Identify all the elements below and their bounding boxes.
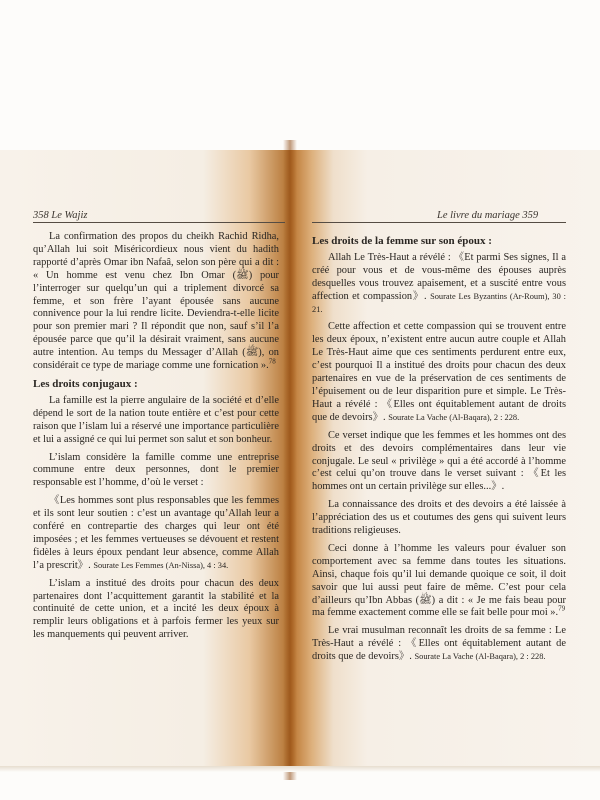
footnote-marker-78: 78 xyxy=(268,357,276,366)
left-header-rule xyxy=(33,222,285,223)
right-paragraph-2-text: Cette affection et cette compassion qui se trouvent entre les deux époux, n’existent entre aucun autre couple et Allah Le Très-Haut aime que ces sentiments perdurent entre eux, c’est pourquoi Il a institué des droits pour chacun des deux partenaires en vue de la préservation de ces sentiments de l’épuisement ou de leur disparition pure et simple. Le Très-Haut a révélé : 《Elles ont équitablement autant de droits que de devoirs》. xyxy=(312,321,566,423)
right-paragraph-1-text: Allah Le Très-Haut a révélé : 《Et parmi Ses signes, Il a créé pour vous et de vous-même des épouses auprès desquelles vous trouvez apaisement, et a suscité entre vous affection et compassion》. xyxy=(312,251,566,302)
right-header-rule xyxy=(312,222,566,223)
right-paragraph-6-text: Le vrai musulman reconnaît les droits de sa femme : Le Très-Haut a révélé : 《Elles ont équitablement autant de droits que de devoirs》. xyxy=(312,625,566,663)
left-paragraph-5: L’islam a institué des droits pour chacun des deux partenaires dont l’acquittement garantit la stabilité et la continuité de cette union, et a incité les deux époux à remplir leurs obligations et à parfois fermer les yeux sur les manquements qui peuvent arriver. xyxy=(33,577,279,641)
book-gutter xyxy=(283,140,297,780)
verse-reference: Sourate La Vache (Al-Baqara), 2 : 228. xyxy=(388,412,520,422)
right-page-header: Le livre du mariage 359 xyxy=(437,210,539,221)
right-page-text xyxy=(312,231,566,669)
left-paragraph-4 xyxy=(33,495,279,572)
footnote-marker-79: 79 xyxy=(558,605,566,613)
right-paragraph-5 xyxy=(312,543,566,620)
section-heading-conjugal-rights: Les droits conjugaux : xyxy=(33,377,138,390)
left-paragraph-1-text: La confirmation des propos du cheikh Rachid Ridha, qu’Allah lui soit Miséricordieux nous vient du hadith rapporté d’après Omar ibn Nafaâ, selon son père qui a dit : « Un homme est venu chez Ibn Omar (ﷺ) pour l’interroger sur quelqu’un qui a triplement divorcé sa femme, et son frère l’ayant épousée sans aucune connivence pour la lui rendre licite. Deviendra-t-elle licite pour son premier mari ? Il répondit que non, sauf s’il l’a épousée parce que qu’il la désirait vraiment, sans aucune autre intention. Au temps du Messager d’Allah (ﷺ), on considérait ce type de mariage comme une fornication ». xyxy=(33,231,280,372)
right-paragraph-1 xyxy=(312,252,566,317)
right-paragraph-3: Ce verset indique que les femmes et les hommes ont des droits et des devoirs complémentaires dans leur vie conjugale. Le seul « privilège » qui a été accordé à l’homme c’est celui qu’on trouve dans le verset suivant : 《Et les hommes ont un certain privilège sur elles...》. xyxy=(312,429,566,493)
verse-reference: Sourate Les Femmes (An-Nissa), 4 : 34. xyxy=(93,560,229,570)
section-heading-wife-rights: Les droits de la femme sur son époux : xyxy=(312,235,492,247)
page-bottom-edge xyxy=(0,766,600,772)
left-paragraph-3: L’islam considère la famille comme une entreprise commune entre deux personnes, dont le premier responsable est l’homme, d’où le verset : xyxy=(33,451,279,489)
quran-verse-quote: 《Les hommes sont plus responsables que les femmes et ils sont leur soutien : c’est un avantage qu’Allah leur a conféré en contrepartie des charges qui leur ont été imposées ; et les femmes vertueuses se dévouent et restent fidèles à leurs époux pendant leur absence, comme Allah l’a prescrit》. xyxy=(33,495,279,571)
verse-reference: Sourate La Vache (Al-Baqara), 2 : 228. xyxy=(414,652,546,662)
verse-reference: Sourate Les Byzantins (Ar-Roum), 30 : 21. xyxy=(312,291,567,314)
left-page-text xyxy=(33,231,279,647)
right-paragraph-6 xyxy=(312,625,566,664)
right-paragraph-4: La connaissance des droits et des devoirs a été laissée à l’appréciation des us et coutumes des gens qui suivent leurs traditions religieuses. xyxy=(312,499,566,537)
left-paragraph-1 xyxy=(33,231,279,373)
right-paragraph-5-text: Ceci donne à l’homme les valeurs pour évaluer son comportement avec sa femme dans toutes les situations. Ainsi, chaque fois qu’il lui demande quoique ce soit, il doit savoir que lui aussi peut faire de même. C’est pour cela d’ailleurs qu’Ibn Abbas (ﷺ) a dit : « Je me fais beau pour ma femme exactement comme elle se fait belle pour moi ». xyxy=(312,542,566,619)
right-paragraph-2 xyxy=(312,321,566,424)
left-paragraph-2: La famille est la pierre angulaire de la société et d’elle dépend le sort de la nation toute entière et c’est pour cette raison que l’islam lui a réservé une importance particulière et lui a assigné ce qui lui permet son salut et son bonheur. xyxy=(33,394,279,445)
left-page-header: 358 Le Wajiz xyxy=(33,210,88,221)
